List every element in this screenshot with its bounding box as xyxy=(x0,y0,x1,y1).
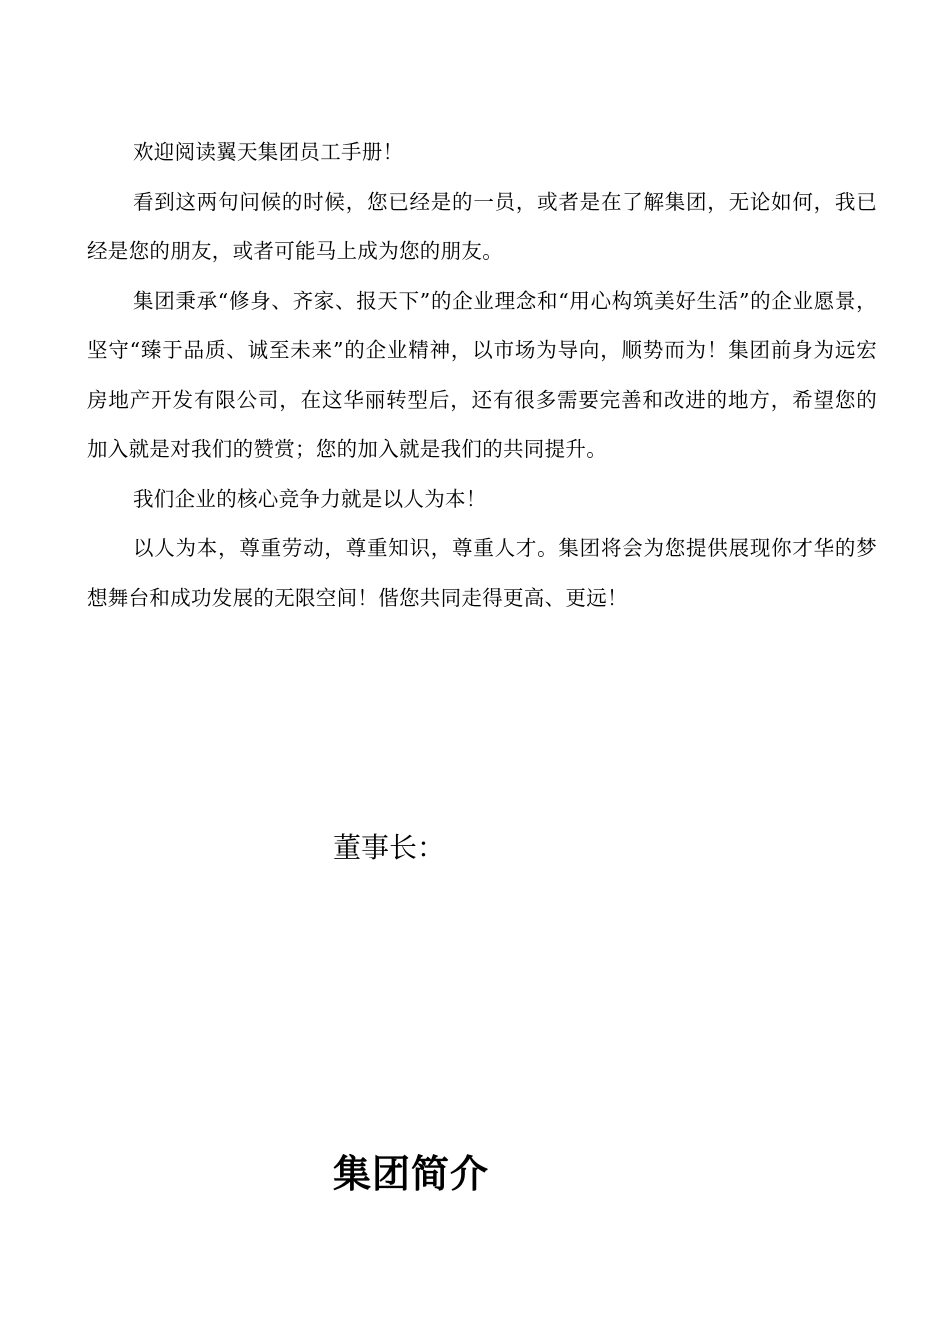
section-heading-company-profile: 集团简介 xyxy=(333,1151,490,1196)
welcome-letter xyxy=(87,128,877,623)
chairman-signature-label: 董事长： xyxy=(333,831,446,864)
paragraph-people-oriented: 以人为本，尊重劳动，尊重知识，尊重人才。集团将会为您提供展现你才华的梦想舞台和成功发展的无限空间！偕您共同走得更高、更远！ xyxy=(87,536,877,610)
paragraph-introduction: 看到这两句问候的时候，您已经是的一员，或者是在了解集团，无论如何，我已经是您的朋友，或者可能马上成为您的朋友。 xyxy=(87,189,877,263)
paragraph-greeting: 欢迎阅读翼天集团员工手册！ xyxy=(133,140,404,164)
paragraph-company-philosophy: 集团秉承“修身、齐家、报天下”的企业理念和“用心构筑美好生活”的企业愿景，坚守“臻于品质、诚至未来”的企业精神，以市场为导向，顺势而为！集团前身为远宏房地产开发有限公司，在这华丽转型后，还有很多需要完善和改进的地方，希望您的加入就是对我们的赞赏；您的加入就是我们的共同提升。 xyxy=(87,288,877,461)
paragraph-core-competence: 我们企业的核心竞争力就是以人为本！ xyxy=(133,486,487,511)
